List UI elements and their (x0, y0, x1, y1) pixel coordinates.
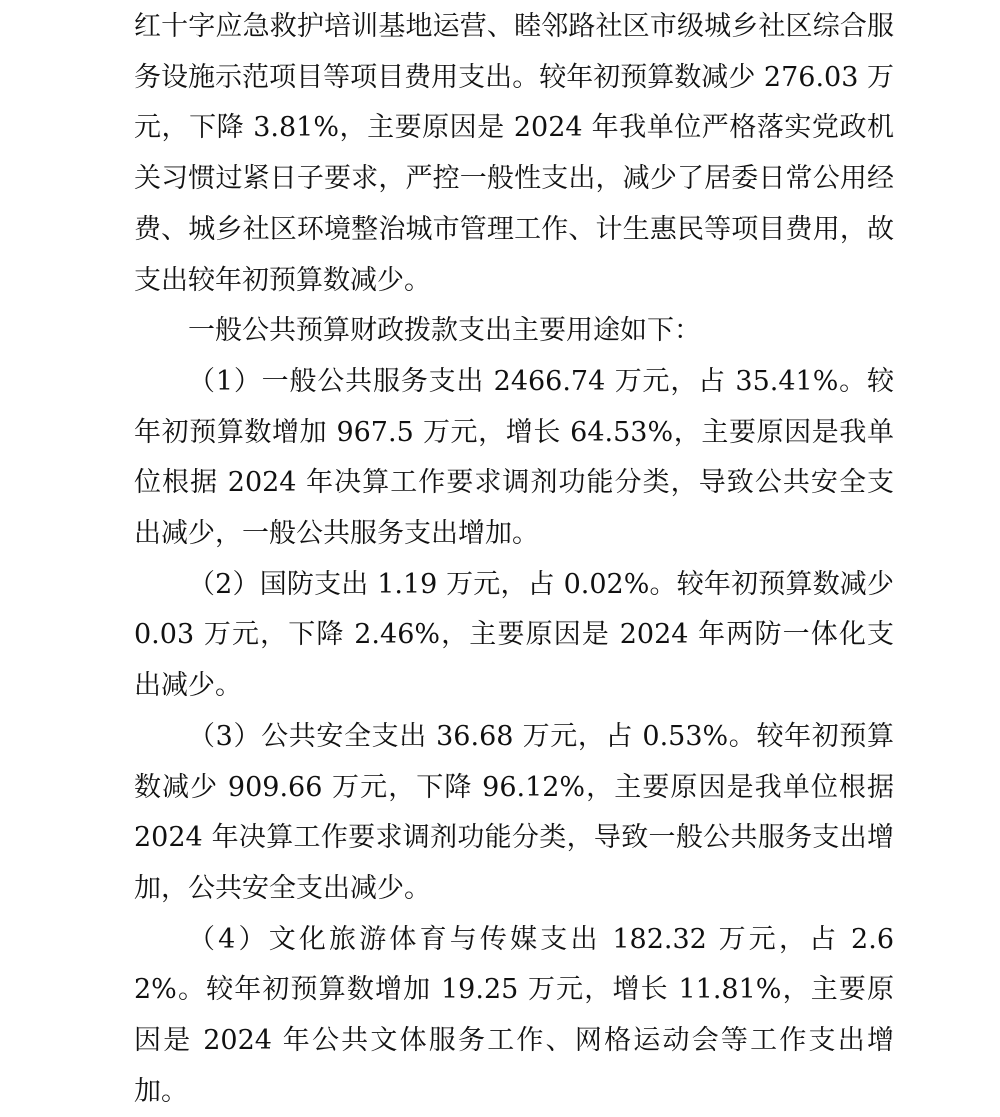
paragraph-culture-tourism-sports-media: （4）文化旅游体育与传媒支出 182.32 万元，占 2.62%。较年初预算数增加 19.25 万元，增长 11.81%，主要原因是 2024 年公共文体服务工作、网格运动会等工作支出增加。 (134, 923, 894, 1107)
paragraph-national-defense: （2）国防支出 1.19 万元，占 0.02%。较年初预算数减少 0.03 万元，下降 2.46%，主要原因是 2024 年两防一体化支出减少。 (134, 568, 894, 702)
document-page (134, 2, 894, 1117)
paragraph-public-security: （3）公共安全支出 36.68 万元，占 0.53%。较年初预算数减少 909.66 万元，下降 96.12%，主要原因是我单位根据 2024 年决算工作要求调剂功能分类，导致一般公共服务支出增加，公共安全支出减少。 (134, 720, 894, 904)
paragraph-continued-expenditure: 红十字应急救护培训基地运营、睦邻路社区市级城乡社区综合服务设施示范项目等项目费用支出。较年初预算数减少 276.03 万元，下降 3.81%，主要原因是 2024 年我单位严格落实党政机关习惯过紧日子要求，严控一般性支出，减少了居委日常公用经费、城乡社区环境整治城市管理工作、计生惠民等项目费用，故支出较年初预算数减少。 (134, 11, 894, 296)
paragraph-general-public-services: （1）一般公共服务支出 2466.74 万元，占 35.41%。较年初预算数增加 967.5 万元，增长 64.53%，主要原因是我单位根据 2024 年决算工作要求调剂功能分类，导致公共安全支出减少，一般公共服务支出增加。 (134, 365, 894, 550)
paragraph-main-uses-heading: 一般公共预算财政拨款支出主要用途如下： (188, 315, 701, 347)
